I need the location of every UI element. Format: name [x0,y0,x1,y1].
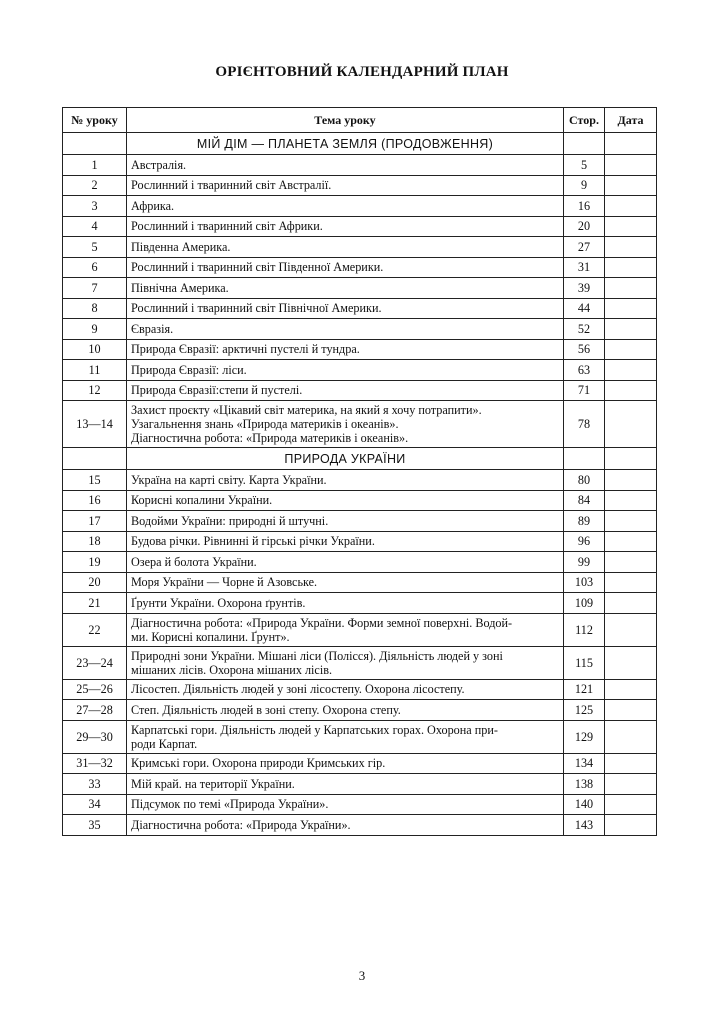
lesson-date [605,339,657,360]
lesson-topic [127,490,564,511]
lesson-topic [127,531,564,552]
lesson-topic-line: Ґрунти України. Охорона ґрунтів. [131,595,306,610]
lesson-date [605,490,657,511]
lesson-topic-line: Узагальнення знань «Природа материків і океанів». [131,417,399,431]
lesson-page: 71 [564,380,605,401]
lesson-topic [127,815,564,836]
lesson-page: 27 [564,237,605,258]
table-row [63,360,657,381]
lesson-topic [127,175,564,196]
table-row [63,380,657,401]
lesson-page: 143 [564,815,605,836]
lesson-number: 8 [63,298,127,319]
table-row [63,470,657,491]
table-row [63,216,657,237]
lesson-page: 52 [564,319,605,340]
lesson-number: 4 [63,216,127,237]
section-title: МІЙ ДІМ — ПЛАНЕТА ЗЕМЛЯ (ПРОДОВЖЕННЯ) [127,133,564,155]
lesson-page: 84 [564,490,605,511]
lesson-number: 22 [63,613,127,646]
page-number: 3 [358,968,366,983]
lesson-topic [127,679,564,700]
lesson-topic-line: Природа Євразії:степи й пустелі. [131,383,303,398]
lesson-topic-line: Рослинний і тваринний світ Австралії. [131,178,332,193]
table-row [63,155,657,176]
lesson-page: 109 [564,593,605,614]
lesson-number: 11 [63,360,127,381]
lesson-date [605,511,657,532]
lesson-topic [127,774,564,795]
table-row [63,278,657,299]
lesson-number: 9 [63,319,127,340]
lesson-number: 10 [63,339,127,360]
section-row [63,133,657,155]
lesson-page: 44 [564,298,605,319]
lesson-page: 80 [564,470,605,491]
lesson-page: 121 [564,679,605,700]
lesson-topic [127,572,564,593]
lesson-page: 20 [564,216,605,237]
lesson-number: 25—26 [63,679,127,700]
lesson-number: 19 [63,552,127,573]
lesson-topic [127,470,564,491]
header-lesson-number: № уроку [63,108,127,133]
lesson-topic [127,298,564,319]
table-row [63,613,657,646]
lesson-number: 2 [63,175,127,196]
lesson-number: 13—14 [63,401,127,448]
lesson-topic [127,401,564,448]
lesson-date [605,593,657,614]
lesson-topic [127,753,564,774]
lesson-date [605,257,657,278]
table-row [63,720,657,753]
lesson-topic-line: мішаних лісів. Охорона мішаних лісів. [131,662,333,677]
lesson-date [605,753,657,774]
lesson-topic-line: Північна Америка. [131,280,229,295]
lesson-number: 20 [63,572,127,593]
lesson-topic-line: Лісостеп. Діяльність людей у зоні лісостепу. Охорона лісостепу. [131,682,465,697]
table-row [63,339,657,360]
lesson-topic [127,339,564,360]
lesson-topic-line: Природа Євразії: ліси. [131,362,247,377]
lesson-page: 9 [564,175,605,196]
lesson-date [605,531,657,552]
lesson-number: 12 [63,380,127,401]
lesson-date [605,360,657,381]
lesson-topic-line: ми. Корисні копалини. Ґрунт». [131,629,290,644]
lesson-topic-line: Австралія. [131,157,187,172]
table-row [63,774,657,795]
table-row [63,401,657,448]
lesson-topic-line: Природні зони України. Мішані ліси (Полісся). Діяльність людей у зоні [131,648,503,663]
lesson-topic [127,720,564,753]
lesson-page: 63 [564,360,605,381]
lesson-page: 134 [564,753,605,774]
lesson-number: 27—28 [63,700,127,721]
section-date-cell [605,448,657,470]
lesson-topic-line: Карпатські гори. Діяльність людей у Карпатських горах. Охорона при- [131,722,498,737]
lesson-topic-line: Степ. Діяльність людей в зоні степу. Охорона степу. [131,702,401,717]
lesson-date [605,646,657,679]
calendar-plan-table [62,107,657,836]
lesson-topic [127,794,564,815]
lesson-page: 99 [564,552,605,573]
lesson-number: 31—32 [63,753,127,774]
lesson-topic-line: Підсумок по темі «Природа України». [131,797,329,812]
lesson-date [605,319,657,340]
table-row [63,257,657,278]
table-row [63,572,657,593]
lesson-topic [127,511,564,532]
lesson-topic-line: Моря України — Чорне й Азовське. [131,575,318,590]
header-page: Стор. [564,108,605,133]
lesson-page: 129 [564,720,605,753]
lesson-topic-line: Природа Євразії: арктичні пустелі й тундра. [131,342,360,357]
lesson-date [605,470,657,491]
lesson-topic [127,646,564,679]
lesson-topic [127,319,564,340]
lesson-date [605,216,657,237]
table-row [63,815,657,836]
lesson-number: 33 [63,774,127,795]
lesson-number: 6 [63,257,127,278]
section-date-cell [605,133,657,155]
table-row [63,298,657,319]
lesson-topic-line: Кримські гори. Охорона природи Кримських гір. [131,756,386,771]
lesson-topic [127,360,564,381]
lesson-number: 15 [63,470,127,491]
lesson-date [605,155,657,176]
lesson-page: 140 [564,794,605,815]
lesson-number: 34 [63,794,127,815]
lesson-topic-line: Водойми України: природні й штучні. [131,513,329,528]
section-num-cell [63,133,127,155]
table-row [63,196,657,217]
lesson-topic-line: Рослинний і тваринний світ Північної Америки. [131,301,382,316]
lesson-topic-line: Захист проєкту «Цікавий світ материка, на який я хочу потрапити». [131,403,482,417]
table-row [63,646,657,679]
lesson-page: 112 [564,613,605,646]
lesson-topic-line: Південна Америка. [131,239,231,254]
lesson-date [605,794,657,815]
lesson-topic-line: Рослинний і тваринний світ Африки. [131,219,323,234]
lesson-topic [127,216,564,237]
lesson-topic-line: Озера й болота України. [131,554,257,569]
lesson-topic [127,552,564,573]
lesson-topic [127,196,564,217]
lesson-number: 18 [63,531,127,552]
lesson-topic [127,593,564,614]
lesson-topic [127,700,564,721]
lesson-number: 5 [63,237,127,258]
lesson-page: 5 [564,155,605,176]
table-row [63,552,657,573]
header-date: Дата [605,108,657,133]
lesson-date [605,613,657,646]
table-row [63,679,657,700]
table-row [63,175,657,196]
table-row [63,753,657,774]
lesson-page: 31 [564,257,605,278]
lesson-number: 35 [63,815,127,836]
lesson-page: 16 [564,196,605,217]
lesson-date [605,679,657,700]
lesson-topic-line: Україна на карті світу. Карта України. [131,472,327,487]
lesson-number: 29—30 [63,720,127,753]
lesson-page: 39 [564,278,605,299]
table-row [63,794,657,815]
lesson-page: 78 [564,401,605,448]
header-lesson-topic: Тема уроку [127,108,564,133]
section-num-cell [63,448,127,470]
table-header-row [63,108,657,133]
table-row [63,593,657,614]
section-page-cell [564,448,605,470]
lesson-page: 89 [564,511,605,532]
lesson-page: 103 [564,572,605,593]
lesson-date [605,298,657,319]
lesson-number: 16 [63,490,127,511]
lesson-topic [127,257,564,278]
lesson-date [605,720,657,753]
lesson-topic-line: Мій край. на території України. [131,776,295,791]
lesson-topic [127,278,564,299]
lesson-topic-line: Діагностична робота: «Природа материків і океанів». [131,431,409,445]
lesson-date [605,700,657,721]
lesson-topic-line: Рослинний і тваринний світ Південної Америки. [131,260,384,275]
section-title: ПРИРОДА УКРАЇНИ [127,448,564,470]
lesson-page: 125 [564,700,605,721]
lesson-number: 7 [63,278,127,299]
lesson-date [605,175,657,196]
lesson-topic-line: роди Карпат. [131,736,198,751]
lesson-date [605,401,657,448]
lesson-topic [127,155,564,176]
lesson-topic-line: Діагностична робота: «Природа України. Форми земної поверхні. Водой- [131,615,513,630]
table-row [63,237,657,258]
lesson-topic-line: Євразія. [131,321,174,336]
table-row [63,319,657,340]
lesson-page: 138 [564,774,605,795]
section-row [63,448,657,470]
table-body [63,133,657,836]
lesson-number: 3 [63,196,127,217]
lesson-topic [127,380,564,401]
table-row [63,511,657,532]
lesson-page: 96 [564,531,605,552]
lesson-page: 115 [564,646,605,679]
lesson-number: 23—24 [63,646,127,679]
table-row [63,490,657,511]
lesson-topic-line: Діагностична робота: «Природа України». [131,817,351,832]
lesson-topic-line: Корисні копалини України. [131,493,273,508]
lesson-number: 17 [63,511,127,532]
lesson-date [605,237,657,258]
lesson-date [605,196,657,217]
table-row [63,531,657,552]
lesson-number: 21 [63,593,127,614]
table-row [63,700,657,721]
lesson-date [605,572,657,593]
lesson-page: 56 [564,339,605,360]
lesson-date [605,380,657,401]
lesson-date [605,774,657,795]
lesson-topic-line: Будова річки. Рівнинні й гірські річки України. [131,534,375,549]
lesson-number: 1 [63,155,127,176]
lesson-date [605,552,657,573]
lesson-date [605,815,657,836]
lesson-topic [127,613,564,646]
lesson-topic-line: Африка. [131,198,175,213]
page-title: ОРІЄНТОВНИЙ КАЛЕНДАРНИЙ ПЛАН [215,64,509,80]
section-page-cell [564,133,605,155]
lesson-date [605,278,657,299]
lesson-topic [127,237,564,258]
